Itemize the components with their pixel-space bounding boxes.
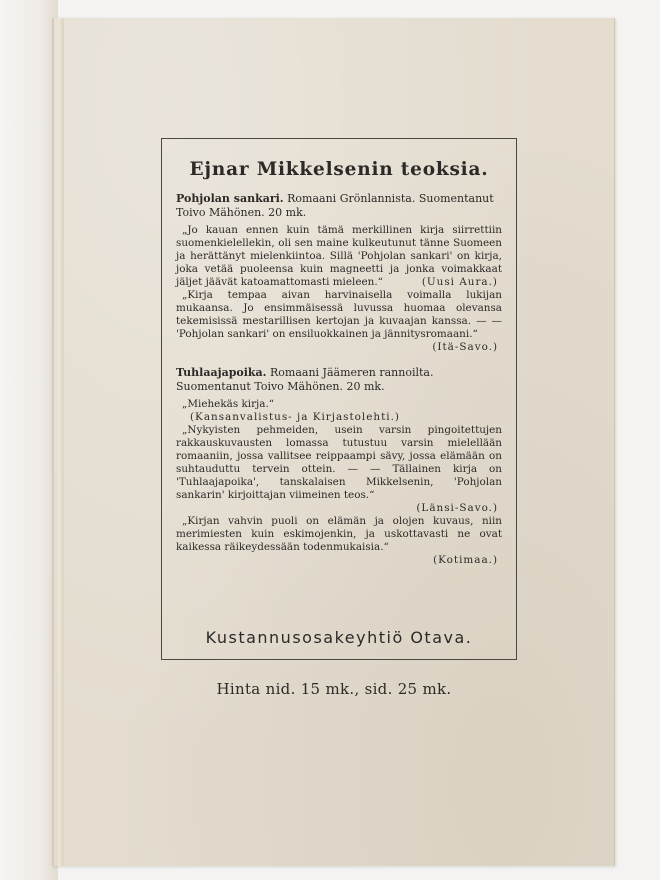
review-quote: „Nykyisten pehmeiden, usein varsin pingoitettujen rakkauskuvausten lomassa tutustuu varsin mielellään romaaniin, jossa vallitsee reippaampi sävy, jossa elämään on suhtauduttu tervein ottein. — — Tällainen kirja on 'Tuhlaajapoika', tanskalaisen Mikkelsenin, 'Pohjolan sankarin' kirjoittajan viimeinen teos.“ <box>176 424 502 501</box>
price-line: Hinta nid. 15 mk., sid. 25 mk. <box>216 680 452 698</box>
review-list <box>176 224 502 354</box>
review-quote: „Jo kauan ennen kuin tämä merkillinen kirja siirrettiin suomenkielellekin, oli sen maine kulkeutunut tänne Suomeen ja herättänyt mielenkiintoa. Sillä 'Pohjolan sankari' on kirja, joka vetää puoleensa kuin magneetti ja jonka voimakkaat jäljet jäävät katoamattomasti mieleen.“ (Uusi Aura.) <box>176 224 502 288</box>
review-source: (Itä-Savo.) <box>432 341 498 353</box>
advertisement-frame <box>161 138 517 660</box>
book-entry-pohjolan-sankari <box>176 192 502 220</box>
book-description: Romaani Jäämeren rannoilta. Suomentanut Toivo Mähönen. 20 mk. <box>176 366 434 393</box>
review-source: (Uusi Aura.) <box>421 276 498 288</box>
book-title: Tuhlaajapoika. <box>176 366 267 379</box>
review-source: (Kansanvalistus- ja Kirjastolehti.) <box>190 411 400 423</box>
catalog-title: Ejnar Mikkelsenin teoksia. <box>189 159 489 180</box>
book-title: Pohjolan sankari. <box>176 192 284 205</box>
book-spine-edge <box>0 0 58 880</box>
review-list <box>176 398 502 567</box>
publisher-name: Kustannusosakeyhtiö Otava. <box>205 628 473 647</box>
review-quote: „Miehekäs kirja.“ <box>182 398 275 410</box>
review-quote: „Kirja tempaa aivan harvinaisella voimalla lukijan mukaansa. Jo ensimmäisessä luvussa huomaa olevansa tekemisissä mestarillisen kertojan ja kuvaajan kanssa. — — 'Pohjolan sankari' on ensiluokkainen ja jännitysromaani.“ <box>176 289 502 340</box>
review-source: (Kotimaa.) <box>433 554 498 566</box>
review-quote: „Kirjan vahvin puoli on elämän ja olojen kuvaus, niin merimiesten kuin eskimojenkin, ja uskottavasti ne ovat kaikessa räikeydessään todenmukaisia.“ <box>176 515 502 553</box>
book-description: Romaani Grönlannista. Suomentanut Toivo Mähönen. 20 mk. <box>176 192 494 219</box>
review-source: (Länsi-Savo.) <box>416 502 498 514</box>
book-entry-tuhlaajapoika <box>176 366 502 394</box>
book-back-cover <box>52 18 615 866</box>
